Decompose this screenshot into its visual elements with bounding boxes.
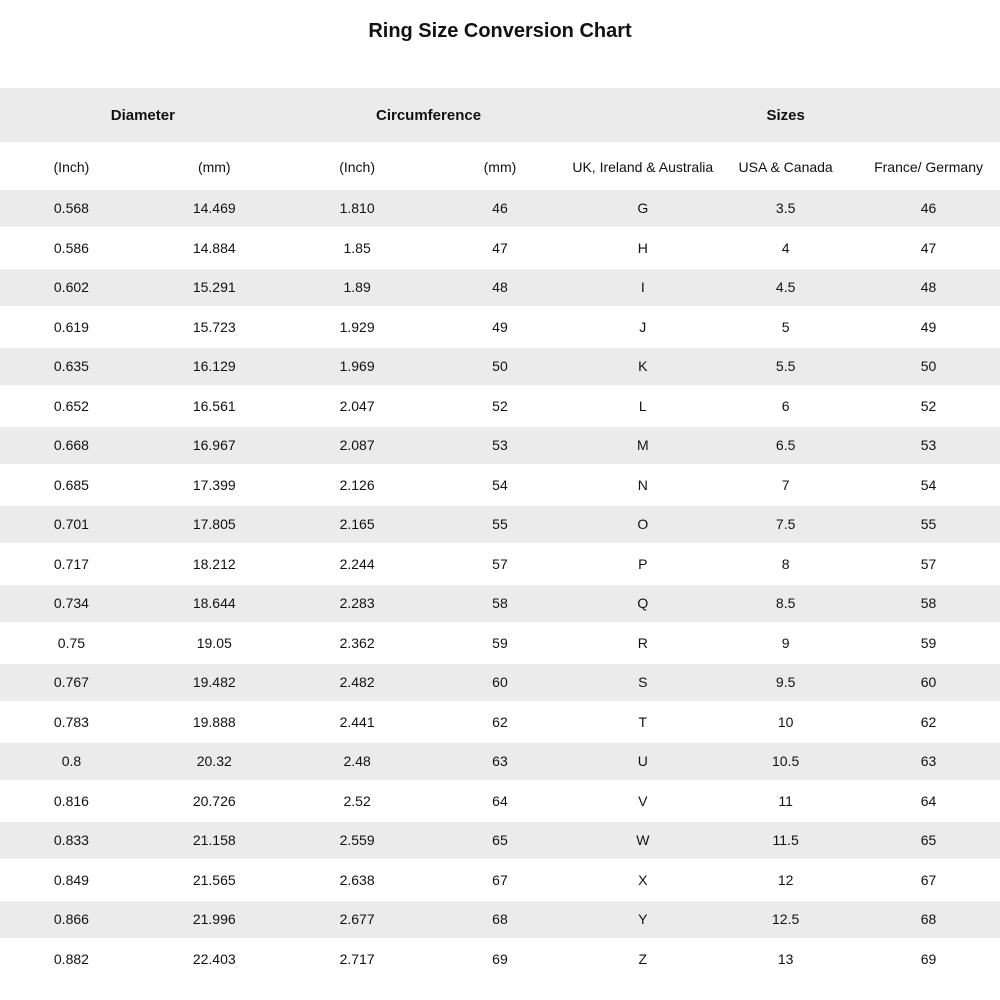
table-cell: 14.469 xyxy=(143,190,286,228)
table-cell: 11 xyxy=(714,781,857,821)
table-cell: 48 xyxy=(429,268,572,308)
table-cell: 10.5 xyxy=(714,742,857,782)
table-row xyxy=(0,821,1000,861)
table-cell: 6 xyxy=(714,386,857,426)
column-header-mm: (mm) xyxy=(429,143,572,190)
table-cell: 2.677 xyxy=(286,900,429,940)
table-cell: 49 xyxy=(429,307,572,347)
table-cell: 0.701 xyxy=(0,505,143,545)
table-cell: 49 xyxy=(857,307,1000,347)
table-row xyxy=(0,544,1000,584)
table-cell: 13 xyxy=(714,939,857,979)
group-header-diameter: Diameter xyxy=(0,88,286,143)
table-body xyxy=(0,190,1000,979)
table-cell: 2.047 xyxy=(286,386,429,426)
table-cell: 47 xyxy=(857,228,1000,268)
table-row xyxy=(0,939,1000,979)
table-cell: 2.52 xyxy=(286,781,429,821)
table-cell: 14.884 xyxy=(143,228,286,268)
table-cell: 58 xyxy=(857,584,1000,624)
table-cell: 57 xyxy=(857,544,1000,584)
table-cell: M xyxy=(571,426,714,466)
column-header-usa-canada: USA & Canada xyxy=(714,143,857,190)
table-cell: 2.283 xyxy=(286,584,429,624)
table-row xyxy=(0,307,1000,347)
table-cell: 52 xyxy=(429,386,572,426)
table-cell: 55 xyxy=(429,505,572,545)
table-cell: X xyxy=(571,860,714,900)
table-cell: 8.5 xyxy=(714,584,857,624)
table-row xyxy=(0,465,1000,505)
table-cell: 0.882 xyxy=(0,939,143,979)
table-cell: 7 xyxy=(714,465,857,505)
table-cell: K xyxy=(571,347,714,387)
table-cell: 9 xyxy=(714,623,857,663)
table-cell: 65 xyxy=(857,821,1000,861)
table-cell: 57 xyxy=(429,544,572,584)
table-cell: 2.087 xyxy=(286,426,429,466)
table-cell: 12 xyxy=(714,860,857,900)
table-cell: 20.726 xyxy=(143,781,286,821)
table-cell: 17.399 xyxy=(143,465,286,505)
table-cell: 0.866 xyxy=(0,900,143,940)
table-cell: 19.888 xyxy=(143,702,286,742)
table-cell: 4 xyxy=(714,228,857,268)
table-cell: 2.165 xyxy=(286,505,429,545)
table-cell: T xyxy=(571,702,714,742)
table-cell: 65 xyxy=(429,821,572,861)
table-cell: 0.8 xyxy=(0,742,143,782)
table-cell: 62 xyxy=(857,702,1000,742)
table-cell: 2.126 xyxy=(286,465,429,505)
table-cell: 0.635 xyxy=(0,347,143,387)
table-cell: 63 xyxy=(429,742,572,782)
table-cell: 59 xyxy=(429,623,572,663)
table-cell: Z xyxy=(571,939,714,979)
column-header-uk-ireland-australia: UK, Ireland & Australia xyxy=(571,143,714,190)
column-header-inch: (Inch) xyxy=(0,143,143,190)
table-cell: H xyxy=(571,228,714,268)
table-row xyxy=(0,860,1000,900)
table-cell: Y xyxy=(571,900,714,940)
table-cell: 55 xyxy=(857,505,1000,545)
table-cell: 5 xyxy=(714,307,857,347)
table-cell: 60 xyxy=(429,663,572,703)
table-cell: 21.565 xyxy=(143,860,286,900)
table-cell: O xyxy=(571,505,714,545)
table-cell: 48 xyxy=(857,268,1000,308)
table-row xyxy=(0,781,1000,821)
table-cell: 58 xyxy=(429,584,572,624)
table-cell: 16.129 xyxy=(143,347,286,387)
table-cell: 0.783 xyxy=(0,702,143,742)
table-cell: 6.5 xyxy=(714,426,857,466)
table-cell: 54 xyxy=(429,465,572,505)
table-cell: 50 xyxy=(857,347,1000,387)
table-cell: 46 xyxy=(857,190,1000,228)
table-cell: U xyxy=(571,742,714,782)
table-cell: 67 xyxy=(857,860,1000,900)
table-cell: 21.996 xyxy=(143,900,286,940)
table-row xyxy=(0,228,1000,268)
table-cell: 50 xyxy=(429,347,572,387)
table-row xyxy=(0,386,1000,426)
table-cell: Q xyxy=(571,584,714,624)
table-cell: 1.89 xyxy=(286,268,429,308)
page-title: Ring Size Conversion Chart xyxy=(368,20,632,42)
table-cell: 47 xyxy=(429,228,572,268)
table-cell: V xyxy=(571,781,714,821)
table-cell: 1.85 xyxy=(286,228,429,268)
table-cell: 0.568 xyxy=(0,190,143,228)
table-cell: 4.5 xyxy=(714,268,857,308)
table-cell: 64 xyxy=(857,781,1000,821)
table-cell: 10 xyxy=(714,702,857,742)
table-cell: W xyxy=(571,821,714,861)
table-row xyxy=(0,584,1000,624)
table-cell: 15.291 xyxy=(143,268,286,308)
table-cell: 17.805 xyxy=(143,505,286,545)
table-cell: 53 xyxy=(857,426,1000,466)
table-cell: 59 xyxy=(857,623,1000,663)
table-cell: 0.586 xyxy=(0,228,143,268)
table-cell: 2.441 xyxy=(286,702,429,742)
table-cell: 16.967 xyxy=(143,426,286,466)
table-cell: 53 xyxy=(429,426,572,466)
table-cell: 0.734 xyxy=(0,584,143,624)
table-cell: 52 xyxy=(857,386,1000,426)
column-header-france-germany: France/ Germany xyxy=(857,143,1000,190)
table-cell: 20.32 xyxy=(143,742,286,782)
table-cell: 60 xyxy=(857,663,1000,703)
table-cell: 2.559 xyxy=(286,821,429,861)
table-cell: 0.75 xyxy=(0,623,143,663)
table-cell: 0.816 xyxy=(0,781,143,821)
table-cell: 0.602 xyxy=(0,268,143,308)
table-cell: 18.212 xyxy=(143,544,286,584)
table-cell: 69 xyxy=(429,939,572,979)
table-row xyxy=(0,623,1000,663)
table-cell: 62 xyxy=(429,702,572,742)
table-cell: 0.767 xyxy=(0,663,143,703)
table-cell: 2.362 xyxy=(286,623,429,663)
table-cell: 64 xyxy=(429,781,572,821)
table-cell: G xyxy=(571,190,714,228)
table-cell: 19.05 xyxy=(143,623,286,663)
table-cell: 2.244 xyxy=(286,544,429,584)
table-row xyxy=(0,900,1000,940)
column-header-inch: (Inch) xyxy=(286,143,429,190)
ring-size-table xyxy=(0,88,1000,980)
table-cell: 1.810 xyxy=(286,190,429,228)
table-cell: 46 xyxy=(429,190,572,228)
table-cell: 2.717 xyxy=(286,939,429,979)
group-header-row xyxy=(0,88,1000,143)
column-header-mm: (mm) xyxy=(143,143,286,190)
table-cell: 0.668 xyxy=(0,426,143,466)
table-cell: 16.561 xyxy=(143,386,286,426)
table-cell: 22.403 xyxy=(143,939,286,979)
table-cell: P xyxy=(571,544,714,584)
table-cell: 5.5 xyxy=(714,347,857,387)
table-cell: 3.5 xyxy=(714,190,857,228)
table-cell: 0.849 xyxy=(0,860,143,900)
table-cell: 19.482 xyxy=(143,663,286,703)
table-row xyxy=(0,702,1000,742)
table-cell: 18.644 xyxy=(143,584,286,624)
table-row xyxy=(0,663,1000,703)
table-row xyxy=(0,426,1000,466)
table-cell: 2.48 xyxy=(286,742,429,782)
table-cell: 0.717 xyxy=(0,544,143,584)
table-cell: 2.482 xyxy=(286,663,429,703)
table-cell: I xyxy=(571,268,714,308)
table-cell: 0.685 xyxy=(0,465,143,505)
table-cell: 68 xyxy=(429,900,572,940)
table-row xyxy=(0,190,1000,228)
table-row xyxy=(0,347,1000,387)
table-cell: 1.929 xyxy=(286,307,429,347)
table-row xyxy=(0,268,1000,308)
table-cell: 8 xyxy=(714,544,857,584)
table-row xyxy=(0,742,1000,782)
table-cell: N xyxy=(571,465,714,505)
table-cell: 63 xyxy=(857,742,1000,782)
table-cell: 68 xyxy=(857,900,1000,940)
table-cell: 54 xyxy=(857,465,1000,505)
table-cell: 69 xyxy=(857,939,1000,979)
table-cell: 15.723 xyxy=(143,307,286,347)
table-cell: 7.5 xyxy=(714,505,857,545)
table-cell: 0.619 xyxy=(0,307,143,347)
table-cell: S xyxy=(571,663,714,703)
table-header xyxy=(0,88,1000,190)
group-header-circumference: Circumference xyxy=(286,88,572,143)
table-cell: R xyxy=(571,623,714,663)
table-cell: 9.5 xyxy=(714,663,857,703)
table-row xyxy=(0,505,1000,545)
table-cell: L xyxy=(571,386,714,426)
table-cell: J xyxy=(571,307,714,347)
table-cell: 1.969 xyxy=(286,347,429,387)
table-cell: 11.5 xyxy=(714,821,857,861)
table-cell: 2.638 xyxy=(286,860,429,900)
table-cell: 21.158 xyxy=(143,821,286,861)
table-cell: 0.652 xyxy=(0,386,143,426)
group-header-sizes: Sizes xyxy=(571,88,1000,143)
column-header-row xyxy=(0,143,1000,190)
table-cell: 67 xyxy=(429,860,572,900)
table-cell: 0.833 xyxy=(0,821,143,861)
table-cell: 12.5 xyxy=(714,900,857,940)
